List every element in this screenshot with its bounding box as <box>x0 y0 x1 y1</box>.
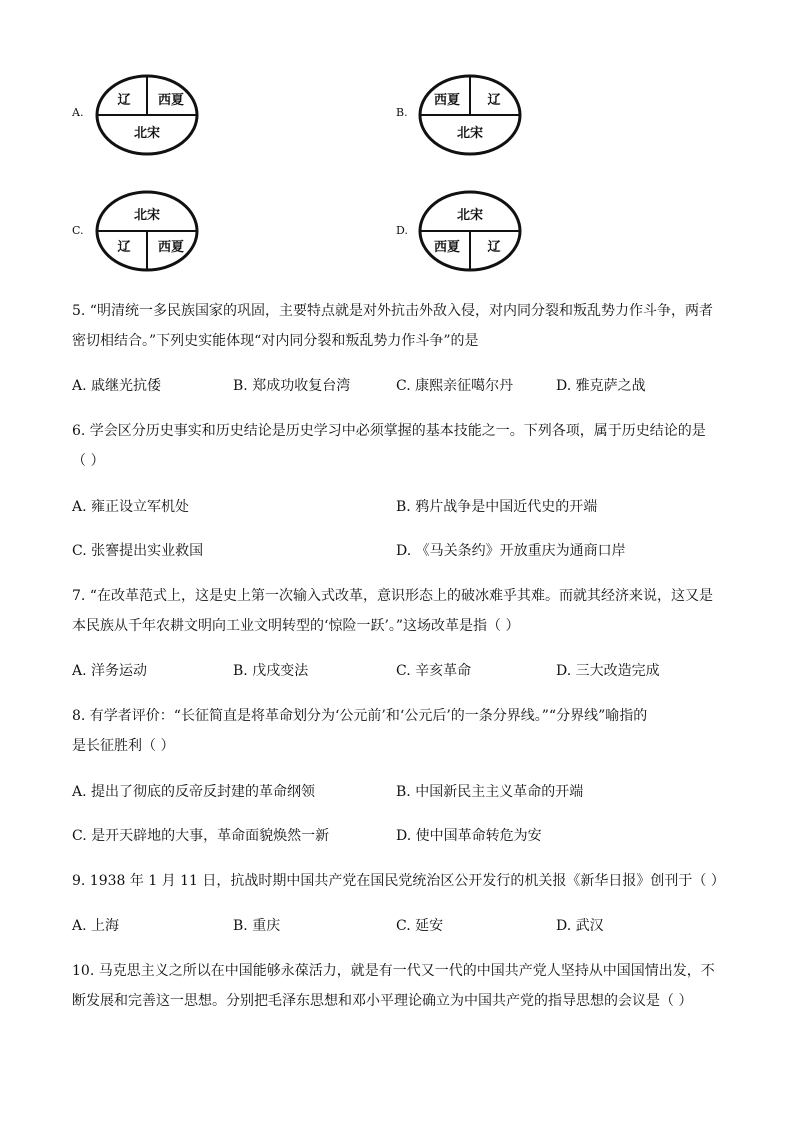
region-label: 北宋 <box>133 126 161 141</box>
question-9-line-1: 9. 1938 年 1 月 11 日，抗战时期中国共产党在国民党统治区公开发行的机关报《新华日报》创刊于（ ） <box>72 873 725 889</box>
question-5-option-d[interactable]: D. 雅克萨之战 <box>556 378 646 394</box>
region-label: 辽 <box>117 93 131 108</box>
question-7-line-1: 7. “在改革范式上，这是史上第一次输入式改革，意识形态上的破冰难乎其难。而就其经济来说，这又是 <box>72 588 713 604</box>
question-5-option-b[interactable]: B. 郑成功收复台湾 <box>233 378 351 394</box>
diagram-option-a <box>94 72 200 158</box>
region-label: 西夏 <box>433 93 461 108</box>
question-5-line-1: 5. “明清统一多民族国家的巩固，主要特点就是对外抗击外敌入侵，对内同分裂和叛乱势力作斗争，两者 <box>72 303 713 319</box>
question-6-line-1: 6. 学会区分历史事实和历史结论是历史学习中必须掌握的基本技能之一。下列各项，属于历史结论的是 <box>72 423 706 439</box>
question-9-option-d[interactable]: D. 武汉 <box>556 918 604 934</box>
question-10-line-1: 10. 马克思主义之所以在中国能够永葆活力，就是有一代又一代的中国共产党人坚持从中国国情出发，不 <box>72 963 715 979</box>
question-8-option-d[interactable]: D. 使中国革命转危为安 <box>396 828 542 844</box>
option-d-letter: D. <box>396 224 408 237</box>
region-label: 辽 <box>487 93 501 108</box>
question-7-option-c[interactable]: C. 辛亥革命 <box>396 663 472 679</box>
question-6-line-2: （ ） <box>72 453 105 469</box>
question-7-option-a[interactable]: A. 洋务运动 <box>72 663 148 679</box>
question-9-option-b[interactable]: B. 重庆 <box>233 918 281 934</box>
option-c-letter: C. <box>72 224 84 237</box>
question-7-option-d[interactable]: D. 三大改造完成 <box>556 663 660 679</box>
diagram-option-c <box>94 188 200 274</box>
question-5-line-2: 密切相结合。”下列史实能体现“对内同分裂和叛乱势力作斗争”的是 <box>72 333 479 349</box>
question-10-line-2: 断发展和完善这一思想。分别把毛泽东思想和邓小平理论确立为中国共产党的指导思想的会议是（ ） <box>72 993 693 1009</box>
diagram-option-b <box>417 72 523 158</box>
question-8-line-2: 是长征胜利（ ） <box>72 738 175 754</box>
region-label: 西夏 <box>157 240 185 255</box>
option-b-letter: B. <box>396 106 408 119</box>
question-9-option-c[interactable]: C. 延安 <box>396 918 444 934</box>
question-5-option-c[interactable]: C. 康熙亲征噶尔丹 <box>396 378 514 394</box>
region-label: 北宋 <box>456 126 484 141</box>
question-8-line-1: 8. 有学者评价：“长征简直是将革命划分为‘公元前’和‘公元后’的一条分界线。”“分界线”喻指的 <box>72 708 648 724</box>
question-7-line-2: 本民族从千年农耕文明向工业文明转型的‘惊险一跃’。”这场改革是指（ ） <box>72 618 520 634</box>
question-8-option-a[interactable]: A. 提出了彻底的反帝反封建的革命纲领 <box>72 784 316 800</box>
question-7-option-b[interactable]: B. 戊戌变法 <box>233 663 309 679</box>
diagram-option-d <box>417 188 523 274</box>
question-6-option-b[interactable]: B. 鸦片战争是中国近代史的开端 <box>396 499 598 515</box>
region-label: 北宋 <box>456 208 484 223</box>
question-8-option-c[interactable]: C. 是开天辟地的大事，革命面貌焕然一新 <box>72 828 330 844</box>
question-6-option-a[interactable]: A. 雍正设立军机处 <box>72 499 190 515</box>
option-a-letter: A. <box>72 106 84 119</box>
region-label: 北宋 <box>133 208 161 223</box>
region-label: 西夏 <box>433 240 461 255</box>
question-6-option-c[interactable]: C. 张謇提出实业救国 <box>72 543 204 559</box>
question-8-option-b[interactable]: B. 中国新民主主义革命的开端 <box>396 784 584 800</box>
question-6-option-d[interactable]: D. 《马关条约》开放重庆为通商口岸 <box>396 543 626 559</box>
question-5-option-a[interactable]: A. 戚继光抗倭 <box>72 378 162 394</box>
question-9-option-a[interactable]: A. 上海 <box>72 918 120 934</box>
region-label: 辽 <box>117 240 131 255</box>
region-label: 辽 <box>487 240 501 255</box>
region-label: 西夏 <box>157 93 185 108</box>
